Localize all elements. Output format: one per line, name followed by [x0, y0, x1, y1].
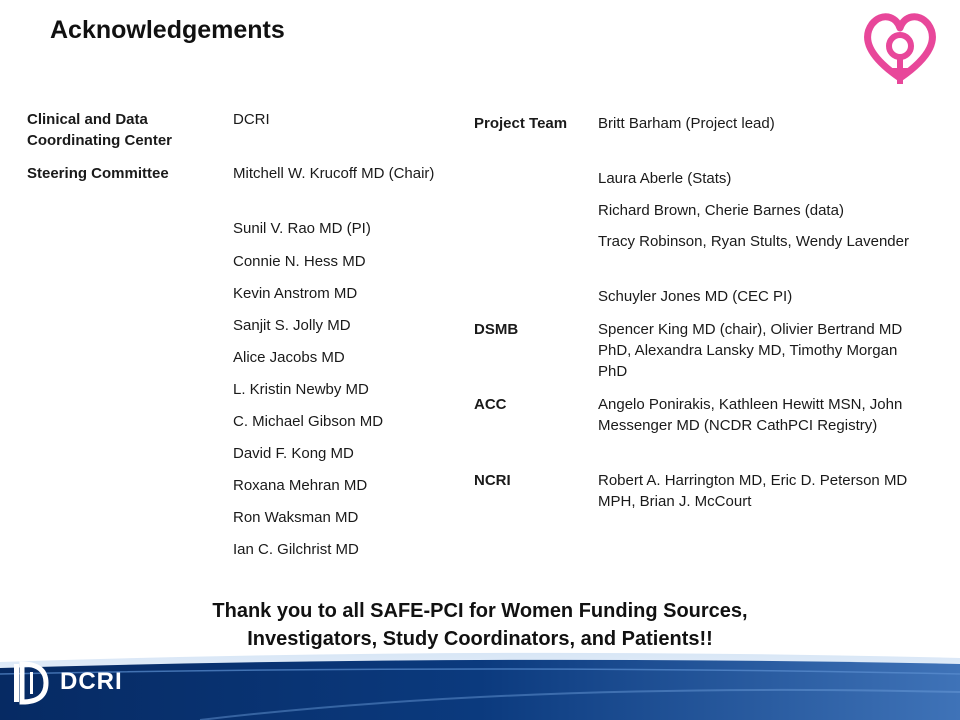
thanks-line-2: Investigators, Study Coordinators, and Patients!!	[247, 628, 713, 650]
thanks-line-1: Thank you to all SAFE-PCI for Women Funding Sources,	[212, 600, 748, 622]
row-value: Kevin Anstrom MD	[233, 285, 358, 302]
row-value: C. Michael Gibson MD	[233, 413, 384, 430]
row-label: NCRI	[474, 472, 511, 489]
dcri-logo	[12, 658, 123, 706]
row-value: Schuyler Jones MD (CEC PI)	[598, 288, 793, 305]
dcri-wordmark: DCRI	[60, 668, 123, 695]
row-value: Tracy Robinson, Ryan Stults, Wendy Lavender	[598, 233, 909, 250]
row-value: Angelo Ponirakis, Kathleen Hewitt MSN, John Messenger MD (NCDR CathPCI Registry)	[598, 396, 903, 434]
row-value: Spencer King MD (chair), Olivier Bertrand MD PhD, Alexandra Lansky MD, Timothy Morgan PhD	[598, 321, 903, 380]
row-value: Ron Waksman MD	[233, 509, 359, 526]
row-value: Alice Jacobs MD	[233, 349, 345, 366]
heart-female-symbol-icon	[858, 8, 942, 88]
duke-d-logo-icon	[12, 658, 50, 706]
row-value: DCRI	[233, 111, 270, 128]
row-value: Connie N. Hess MD	[233, 253, 366, 270]
row-value: Richard Brown, Cherie Barnes (data)	[598, 202, 844, 219]
row-value: Britt Barham (Project lead)	[598, 115, 775, 132]
row-value: David F. Kong MD	[233, 445, 354, 462]
thank-you-message	[100, 597, 860, 653]
row-value: Laura Aberle (Stats)	[598, 170, 732, 187]
row-label: Clinical and Data Coordinating Center	[27, 111, 172, 149]
row-value: L. Kristin Newby MD	[233, 381, 369, 398]
row-value: Ian C. Gilchrist MD	[233, 541, 359, 558]
row-value: Roxana Mehran MD	[233, 477, 368, 494]
row-value: Sanjit S. Jolly MD	[233, 317, 351, 334]
row-label: ACC	[474, 396, 507, 413]
row-label: Steering Committee	[27, 165, 169, 182]
row-label: DSMB	[474, 321, 519, 338]
row-value: Sunil V. Rao MD (PI)	[233, 220, 371, 237]
row-value: Robert A. Harrington MD, Eric D. Peterson MD MPH, Brian J. McCourt	[598, 472, 908, 510]
footer-banner	[0, 652, 960, 720]
row-value: Mitchell W. Krucoff MD (Chair)	[233, 165, 435, 182]
page-title: Acknowledgements	[50, 16, 285, 44]
row-label: Project Team	[474, 115, 568, 132]
footer-swoosh	[0, 652, 960, 720]
